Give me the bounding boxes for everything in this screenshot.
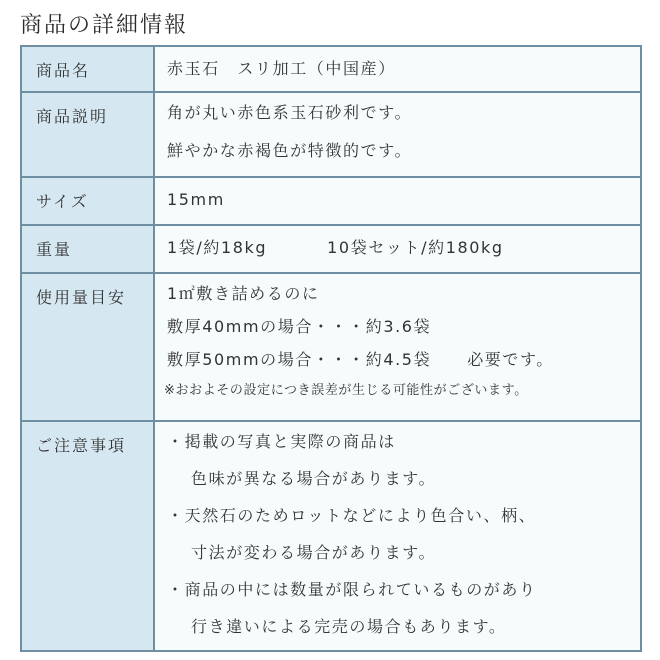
usage-note: ※おおよその設定につき誤差が生じる可能性がございます。 bbox=[164, 383, 528, 398]
label-product-name: 商品名 bbox=[22, 47, 155, 91]
value-description bbox=[155, 93, 640, 176]
weight-set: 10袋セット/約180kg bbox=[327, 238, 504, 257]
value-usage bbox=[155, 274, 640, 420]
value-weight bbox=[155, 226, 640, 272]
notes-line: ・天然石のためロットなどにより色合い、柄、 bbox=[167, 506, 537, 525]
row-usage bbox=[22, 274, 640, 422]
notes-line: 寸法が変わる場合があります。 bbox=[191, 543, 437, 562]
weight-line bbox=[167, 238, 640, 258]
label-usage: 使用量目安 bbox=[22, 274, 155, 420]
size-text: 15mm bbox=[167, 190, 225, 209]
notes-line: ・掲載の写真と実際の商品は bbox=[167, 432, 396, 451]
row-description bbox=[22, 93, 640, 178]
notes-line: 色味が異なる場合があります。 bbox=[191, 469, 437, 488]
value-product-name bbox=[155, 47, 640, 91]
label-notes: ご注意事項 bbox=[22, 422, 155, 650]
value-notes bbox=[155, 422, 640, 650]
usage-line-50mm bbox=[167, 350, 640, 370]
notes-line: ・商品の中には数量が限られているものがあり bbox=[167, 580, 537, 599]
row-product-name bbox=[22, 47, 640, 93]
usage-required: 必要です。 bbox=[467, 350, 554, 369]
product-name-text: 赤玉石 スリ加工（中国産） bbox=[167, 59, 396, 78]
label-weight: 重量 bbox=[22, 226, 155, 272]
label-description: 商品説明 bbox=[22, 93, 155, 176]
page-title: 商品の詳細情報 bbox=[20, 13, 189, 38]
weight-single: 1袋/約18kg bbox=[167, 238, 268, 257]
spec-table bbox=[20, 45, 642, 652]
description-line: 鮮やかな赤褐色が特徴的です。 bbox=[167, 141, 413, 160]
usage-line-40mm: 敷厚40mmの場合・・・約3.6袋 bbox=[167, 317, 432, 336]
value-size bbox=[155, 178, 640, 224]
row-notes bbox=[22, 422, 640, 650]
usage-line-50mm-text: 敷厚50mmの場合・・・約4.5袋 bbox=[167, 350, 432, 369]
description-line: 角が丸い赤色系玉石砂利です。 bbox=[167, 103, 413, 122]
row-size bbox=[22, 178, 640, 226]
notes-line: 行き違いによる完売の場合もあります。 bbox=[191, 617, 507, 636]
row-weight bbox=[22, 226, 640, 274]
label-size: サイズ bbox=[22, 178, 155, 224]
usage-intro: 1㎡敷き詰めるのに bbox=[167, 284, 320, 303]
